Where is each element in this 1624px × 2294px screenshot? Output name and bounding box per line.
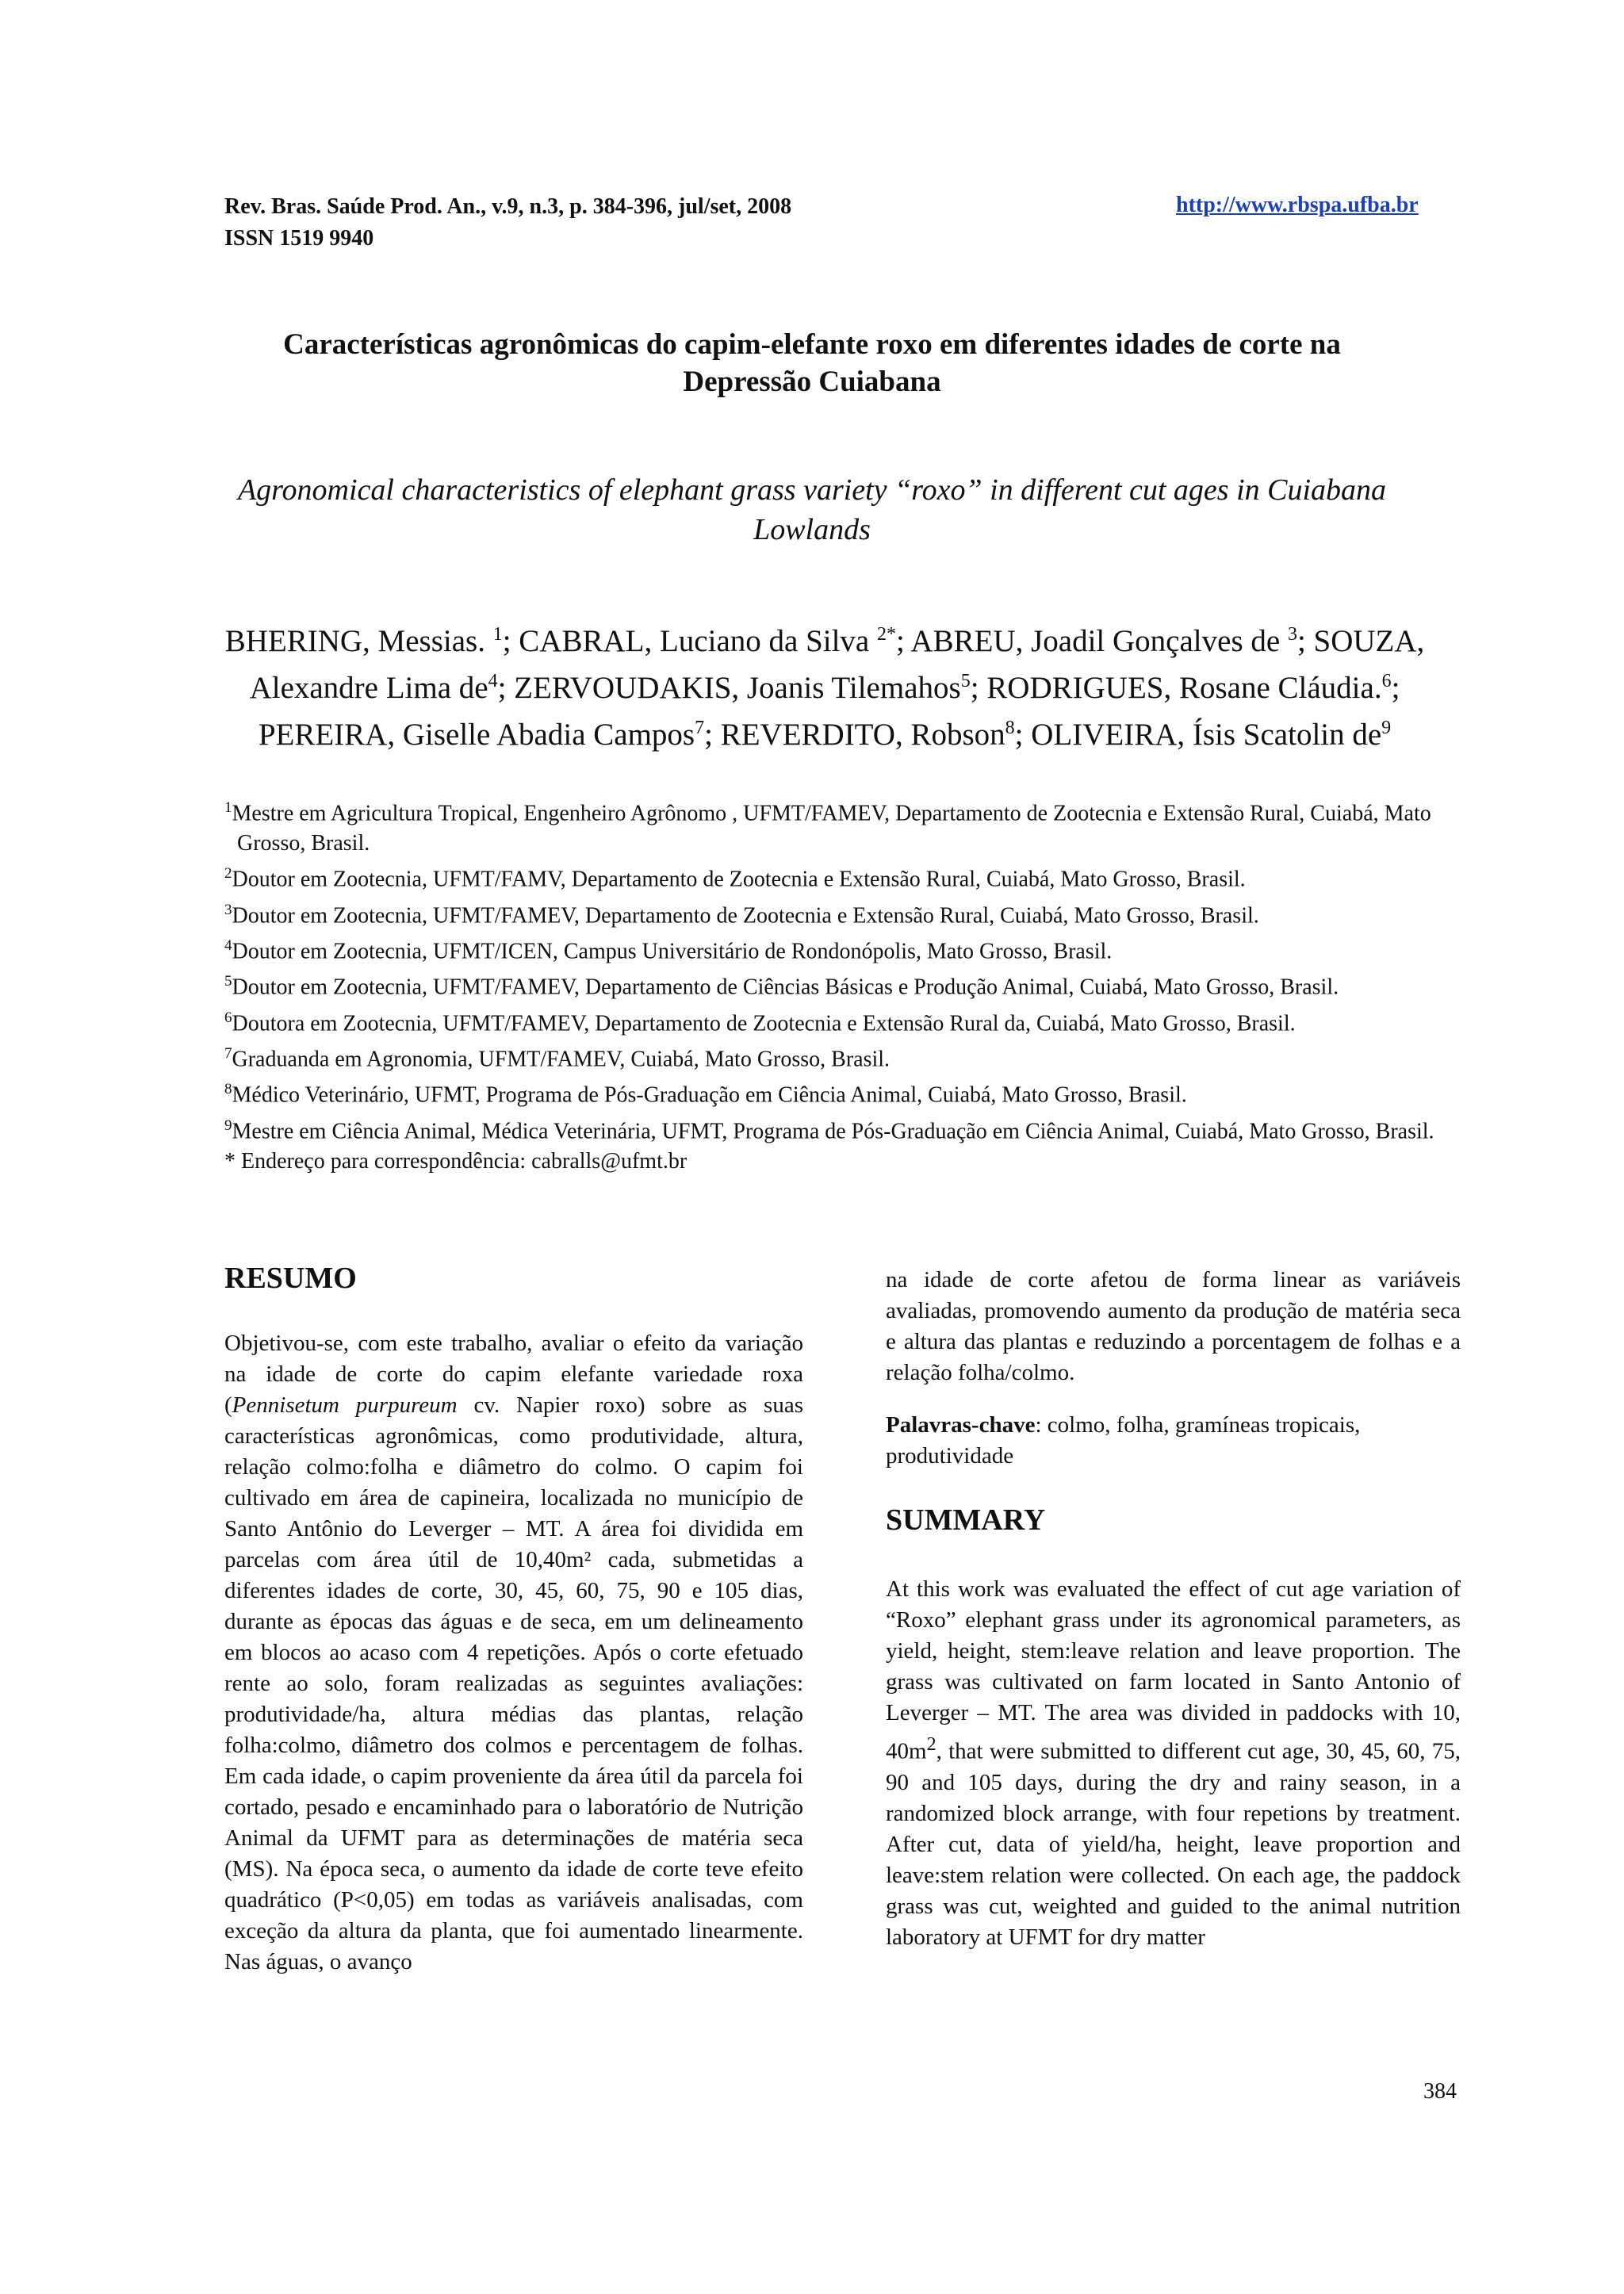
- author-name: ; ZERVOUDAKIS, Joanis Tilemahos: [497, 671, 961, 705]
- affiliation-item: [224, 931, 1461, 967]
- author-name: ; REVERDITO, Robson: [704, 718, 1005, 752]
- issn: ISSN 1519 9940: [224, 226, 374, 251]
- author-affiliation-mark: 3: [1287, 624, 1297, 645]
- author-name: ; ABREU, Joadil Gonçalves de: [896, 624, 1288, 658]
- affiliation-number: 4: [224, 936, 232, 954]
- affiliation-item: [224, 967, 1461, 1002]
- author-name: ; SOUZA, Alexandre Lima de: [249, 624, 1425, 705]
- paper-title: [159, 326, 1465, 400]
- author-name: ; OLIVEIRA, Ísis Scatolin de: [1014, 718, 1382, 752]
- affiliation-item: [224, 1074, 1461, 1110]
- affiliation-item: [224, 859, 1461, 894]
- resumo-text-b: cv. Napier roxo) sobre as suas características agronômicas, como produtividade, altura, relação colmo:folha e diâmetro do colmo. O capim foi cultivado em área de capineira, localizada no município de Santo Antônio do Leverger – MT. A área foi dividida em parcelas com área útil de 10,40m² cada, submetidas a diferentes idades de corte, 30, 45, 60, 75, 90 e 105 dias, durante as épocas das águas e de seca, em um delineamento em blocos ao acaso com 4 repetições. Após o corte efetuado rente ao solo, foram realizadas as seguintes avaliações: produtividade/ha, altura médias das plantas, relação folha:colmo, diâmetro dos colmos e percentagem de folhas. Em cada idade, o capim proveniente da área útil da parcela foi cortado, pesado e encaminhado para o laboratório de Nutrição Animal da UFMT para as determinações de matéria seca (MS). Na época seca, o aumento da idade de corte teve efeito quadrático (P<0,05) em todas as variáveis analisadas, com exceção da altura da planta, que foi aumentado linearmente. Nas águas, o avanço: [224, 1392, 803, 1974]
- affiliation-item: [224, 1003, 1461, 1039]
- author-name: ; CABRAL, Luciano da Silva: [502, 624, 877, 658]
- paper-subtitle-line-2: Lowlands: [753, 513, 871, 546]
- summary-body: [886, 1574, 1461, 1953]
- author-list: [190, 615, 1459, 755]
- superscript: 2: [926, 1733, 936, 1755]
- journal-citation: Rev. Bras. Saúde Prod. An., v.9, n.3, p. 384-396, jul/set, 2008: [224, 194, 792, 219]
- species-name: Pennisetum purpureum: [232, 1392, 458, 1418]
- resumo-continuation: [886, 1265, 1461, 1388]
- author-affiliation-mark: 5: [960, 671, 971, 691]
- author-affiliation-mark: 8: [1005, 718, 1015, 738]
- affiliation-text: Doutor em Zootecnia, UFMT/ICEN, Campus Universitário de Rondonópolis, Mato Grosso, Brasil.: [232, 939, 1113, 964]
- affiliation-text: Médico Veterinário, UFMT, Programa de Pós-Graduação em Ciência Animal, Cuiabá, Mato Grosso, Brasil.: [232, 1082, 1187, 1108]
- author-affiliation-mark: 9: [1381, 718, 1392, 738]
- affiliation-item: [224, 1039, 1461, 1074]
- affiliation-text: Doutor em Zootecnia, UFMT/FAMEV, Departamento de Zootecnia e Extensão Rural, Cuiabá, Mato Grosso, Brasil.: [232, 902, 1259, 928]
- affiliation-text: Doutor em Zootecnia, UFMT/FAMV, Departamento de Zootecnia e Extensão Rural, Cuiabá, Mato Grosso, Brasil.: [232, 867, 1246, 892]
- page-number: 384: [1423, 2079, 1457, 2104]
- summary-paragraph: [886, 1574, 1461, 1953]
- author-name: BHERING, Messias.: [224, 624, 493, 658]
- affiliation-text: Doutor em Zootecnia, UFMT/FAMEV, Departamento de Ciências Básicas e Produção Animal, Cuiabá, Mato Grosso, Brasil.: [232, 975, 1339, 1000]
- summary-heading: SUMMARY: [886, 1503, 1046, 1537]
- affiliation-item: [224, 895, 1461, 931]
- keywords-text: : colmo, folha, gramíneas tropicais, produtividade: [886, 1412, 1361, 1469]
- author-affiliation-mark: 4: [488, 671, 498, 691]
- resumo-heading: RESUMO: [224, 1262, 357, 1295]
- affiliation-number: 8: [224, 1081, 232, 1098]
- affiliation-text: Mestre em Ciência Animal, Médica Veterinária, UFMT, Programa de Pós-Graduação em Ciência Animal, Cuiabá, Mato Grosso, Brasil.: [232, 1118, 1434, 1143]
- affiliation-number: 3: [224, 901, 232, 918]
- affiliation-number: 5: [224, 973, 232, 990]
- affiliation-text: Mestre em Agricultura Tropical, Engenheiro Agrônomo , UFMT/FAMEV, Departamento de Zootecnia e Extensão Rural, Cuiabá, Mato Grosso, Brasil.: [232, 801, 1431, 856]
- author-name: ; RODRIGUES, Rosane Cláudia.: [970, 671, 1382, 705]
- author-affiliation-mark: 7: [695, 718, 705, 738]
- affiliation-item: [224, 793, 1461, 859]
- summary-text-b: , that were submitted to different cut age, 30, 45, 60, 75, 90 and 105 days, during the dry and rainy season, in a randomized block arrange, with four repetions by treatment. After cut, data of yield/ha, height, leave proportion and leave:stem relation were collected. On each age, the paddock grass was cut, weighted and guided to the animal nutrition laboratory at UFMT for dry matter: [886, 1738, 1461, 1950]
- affiliation-item: [224, 1111, 1461, 1147]
- correspondence-note: * Endereço para correspondência: cabralls@ufmt.br: [224, 1148, 688, 1174]
- author-affiliation-mark: 6: [1381, 671, 1392, 691]
- summary-text-a: At this work was evaluated the effect of cut age variation of “Roxo” elephant grass under its agronomical parameters, as yield, height, stem:leave relation and leave proportion. The grass was cultivated on farm located in Santo Antonio of Leverger – MT. The area was divided in paddocks with 10, 40m: [886, 1576, 1461, 1764]
- affiliation-text: Doutora em Zootecnia, UFMT/FAMEV, Departamento de Zootecnia e Extensão Rural da, Cuiabá, Mato Grosso, Brasil.: [232, 1010, 1296, 1036]
- resumo-body: [224, 1328, 803, 1978]
- affiliation-number: 1: [224, 799, 232, 816]
- affiliation-number: 9: [224, 1116, 232, 1134]
- paper-subtitle: [159, 470, 1465, 550]
- affiliation-number: 6: [224, 1009, 232, 1026]
- paper-subtitle-line-1: Agronomical characteristics of elephant grass variety “roxo” in different cut ages in Cuiabana: [237, 473, 1387, 507]
- resumo-text-a: Objetivou-se, com este trabalho, avaliar o efeito da variação na idade de corte do capim elefante variedade roxa (: [224, 1331, 803, 1418]
- journal-url-link[interactable]: http://www.rbspa.ufba.br: [1176, 193, 1419, 217]
- affiliation-number: 2: [224, 865, 232, 883]
- author-name: ; PEREIRA, Giselle Abadia Campos: [258, 671, 1400, 752]
- paper-title-line-1: Características agronômicas do capim-elefante roxo em diferentes idades de corte na: [283, 328, 1341, 361]
- paper-title-line-2: Depressão Cuiabana: [683, 366, 941, 398]
- resumo-paragraph: [224, 1328, 803, 1978]
- keywords: [886, 1410, 1461, 1472]
- affiliation-text: Graduanda em Agronomia, UFMT/FAMEV, Cuiabá, Mato Grosso, Brasil.: [232, 1047, 891, 1072]
- affiliations: [224, 793, 1461, 1177]
- author-affiliation-mark: 1: [492, 624, 503, 645]
- resumo-continuation-text: na idade de corte afetou de forma linear as variáveis avaliadas, promovendo aumento da produção de matéria seca e altura das plantas e reduzindo a porcentagem de folhas e a relação folha/colmo.: [886, 1267, 1461, 1385]
- author-affiliation-mark: 2*: [877, 624, 896, 645]
- affiliation-number: 7: [224, 1044, 232, 1062]
- keywords-label: Palavras-chave: [886, 1412, 1036, 1438]
